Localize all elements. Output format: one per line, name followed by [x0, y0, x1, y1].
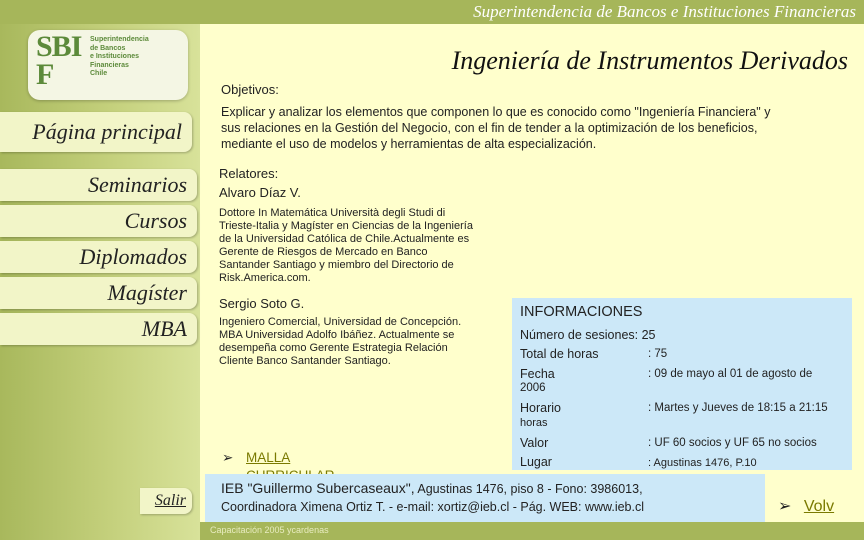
info-price-label: Valor	[520, 436, 549, 450]
page-title: Ingeniería de Instrumentos Derivados	[451, 46, 848, 75]
speaker-bio: Ingeniero Comercial, Universidad de Concepción. MBA Universidad Adolfo Ibáñez. Actualmente se desempeña como Gerente Estrategia Relación Cliente Banco Santander Santiago.	[219, 316, 462, 367]
header-bar	[0, 0, 864, 24]
speaker-name: Alvaro Díaz V.	[219, 185, 301, 200]
info-hours-value: : 75	[648, 348, 668, 360]
info-box	[512, 298, 852, 470]
arrow-bullet-icon: ➢	[222, 450, 234, 465]
exit-label: Salir	[154, 492, 186, 509]
nav-cursos[interactable]	[0, 205, 197, 237]
nav-mba-label: MBA	[141, 316, 187, 341]
info-place-value: : Agustinas 1476, P.10	[648, 457, 757, 469]
exit-button[interactable]	[140, 488, 192, 514]
info-schedule-label-2: horas	[520, 417, 548, 429]
nav-home[interactable]	[0, 112, 192, 152]
info-place-label: Lugar	[520, 455, 552, 469]
info-date-label: Fecha	[520, 367, 555, 381]
info-price-value: : UF 60 socios y UF 65 no socios	[648, 437, 817, 449]
footer-bar	[200, 522, 864, 540]
contact-box	[205, 474, 765, 522]
nav-diplomados-label: Diplomados	[79, 244, 187, 269]
nav-home-label: Página principal	[32, 119, 182, 144]
logo-mark: SBIF	[36, 30, 82, 91]
nav-cursos-label: Cursos	[124, 208, 187, 233]
sidebar	[0, 24, 200, 540]
speaker-bio: Dottore In Matemática Università degli Studi di Trieste-Italia y Magíster en Ciencias de la Ingeniería de la Universidad Católica de Chile.Actualmente es Gerente de Riesgos de Mercado en Banco Santander Santiago y miembro del Directorio de Risk.America.com.	[219, 207, 473, 284]
sbif-logo[interactable]	[28, 30, 188, 100]
nav-mba[interactable]	[0, 313, 197, 345]
back-label: Volv	[803, 498, 835, 515]
info-date-value: : 09 de mayo al 01 de agosto de	[648, 368, 813, 380]
speaker-name: Sergio Soto G.	[219, 296, 305, 311]
footer-text: Capacitación 2005 ycardenas	[210, 525, 329, 535]
nav-magister[interactable]	[0, 277, 197, 309]
info-date-label-2: 2006	[520, 382, 546, 394]
info-schedule-label: Horario	[520, 401, 561, 415]
nav-seminarios[interactable]	[0, 169, 197, 201]
nav-magister-label: Magíster	[107, 280, 187, 305]
info-hours-label: Total de horas	[520, 347, 599, 361]
contact-line-1: IEB "Guillermo Subercaseaux", Agustinas 1476, piso 8 - Fono: 3986013,	[221, 480, 643, 496]
info-heading: INFORMACIONES	[520, 304, 643, 320]
nav-seminarios-label: Seminarios	[88, 172, 187, 197]
speakers-heading: Relatores:	[219, 166, 279, 181]
info-sessions: Número de sesiones: 25	[520, 328, 656, 342]
nav-diplomados[interactable]	[0, 241, 197, 273]
objectives-heading: Objetivos:	[221, 82, 279, 97]
malla-label: MALLA	[246, 450, 291, 465]
back-link[interactable]	[778, 496, 834, 516]
objectives-text: Explicar y analizar los elementos que componen lo que es conocido como "Ingeniería Financiera" y sus relaciones en la Gestión del Negocio, con el fin de tender a la optimización de los beneficios, mediante el uso de modelos y herramientas de alta especialización.	[221, 105, 771, 151]
org-title: Superintendencia de Bancos e Instituciones Financieras	[473, 2, 856, 21]
logo-text: Superintendencia de Bancos e Instituciones Financieras Chile	[90, 36, 149, 77]
contact-line-2: Coordinadora Ximena Ortiz T. - e-mail: xortiz@ieb.cl - Pág. WEB: www.ieb.cl	[221, 500, 645, 514]
info-schedule-value: : Martes y Jueves de 18:15 a 21:15	[648, 402, 828, 414]
arrow-bullet-icon: ➢	[778, 498, 792, 515]
